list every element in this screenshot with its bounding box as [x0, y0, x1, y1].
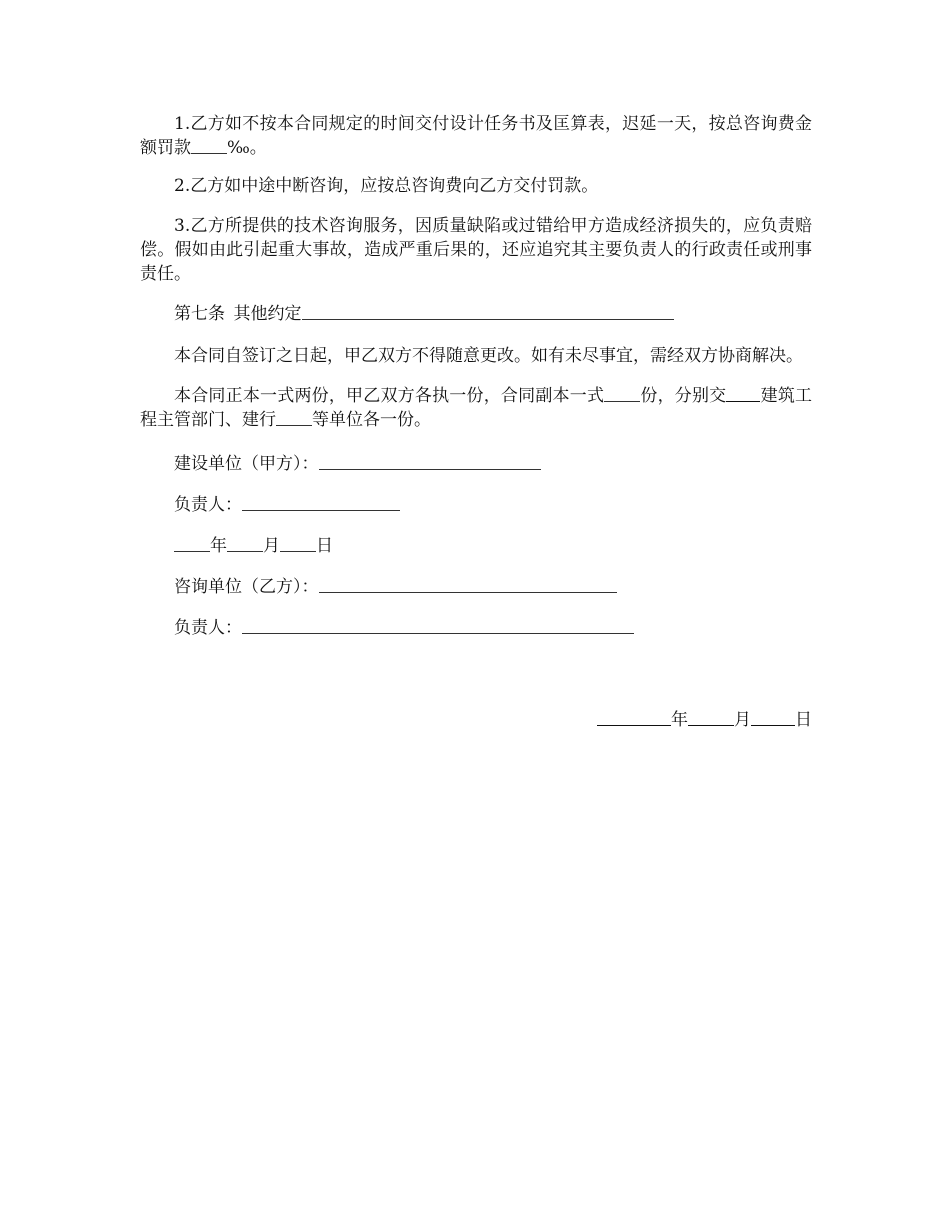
copies-text-a: 本合同正本一式两份，甲乙双方各执一份，合同副本一式	[174, 386, 605, 406]
clause-1-unit: ‰。	[227, 138, 267, 158]
final-year-label: 年	[671, 710, 688, 730]
clause-3: 3.乙方所提供的技术咨询服务，因质量缺陷或过错给甲方造成经济损失的，应负责赔偿。假如由此引起重大事故，造成严重后果的，还应追究其主要负责人的行政责任或刑事责任。	[140, 216, 812, 284]
year-blank	[174, 535, 210, 552]
person-b-label: 负责人：	[174, 618, 242, 638]
final-month-blank	[688, 709, 734, 726]
final-day-label: 日	[795, 710, 812, 730]
article-7	[140, 302, 812, 326]
copies-recipient-blank	[726, 385, 760, 402]
penalty-rate-blank	[191, 137, 227, 154]
party-b-row	[140, 575, 812, 599]
person-b-row	[140, 616, 812, 640]
clause-1-text: 1.乙方如不按本合同规定的时间交付设计任务书及匡算表，迟延一天，按总咨询费金额罚款	[140, 114, 812, 158]
bank-blank	[276, 409, 312, 426]
person-b-blank	[242, 617, 634, 634]
copies-text-c: 建筑工程主管部门、建行	[140, 386, 813, 430]
clause-1	[140, 112, 812, 160]
other-terms-blank	[302, 303, 674, 320]
copies-text-d: 等单位各一份。	[312, 410, 431, 430]
contract-page	[140, 112, 813, 730]
person-a-label: 负责人：	[174, 495, 242, 515]
final-month-label: 月	[734, 710, 751, 730]
final-day-blank	[751, 709, 795, 726]
day-blank	[280, 535, 316, 552]
article-7-label: 第七条	[174, 304, 225, 324]
party-a-blank	[319, 453, 541, 470]
year-label: 年	[210, 536, 227, 556]
month-label: 月	[263, 536, 280, 556]
person-a-blank	[242, 494, 400, 511]
party-b-blank	[319, 576, 617, 593]
clause-2: 2.乙方如中途中断咨询，应按总咨询费向乙方交付罚款。	[174, 176, 599, 196]
person-a-row	[140, 493, 812, 517]
copies-text-b: 份，分别交	[640, 386, 727, 406]
day-label: 日	[316, 536, 333, 556]
party-b-label: 咨询单位（乙方）：	[174, 577, 319, 597]
no-change-paragraph: 本合同自签订之日起，甲乙双方不得随意更改。如有未尽事宜，需经双方协商解决。	[174, 346, 803, 366]
final-date-row	[597, 708, 812, 732]
final-year-blank	[597, 709, 671, 726]
party-a-row	[140, 452, 812, 476]
article-7-title: 其他约定	[233, 304, 302, 324]
copies-paragraph	[140, 384, 812, 432]
party-a-date-row	[140, 534, 812, 558]
copies-count-blank	[604, 385, 640, 402]
month-blank	[227, 535, 263, 552]
party-a-label: 建设单位（甲方）：	[174, 454, 319, 474]
